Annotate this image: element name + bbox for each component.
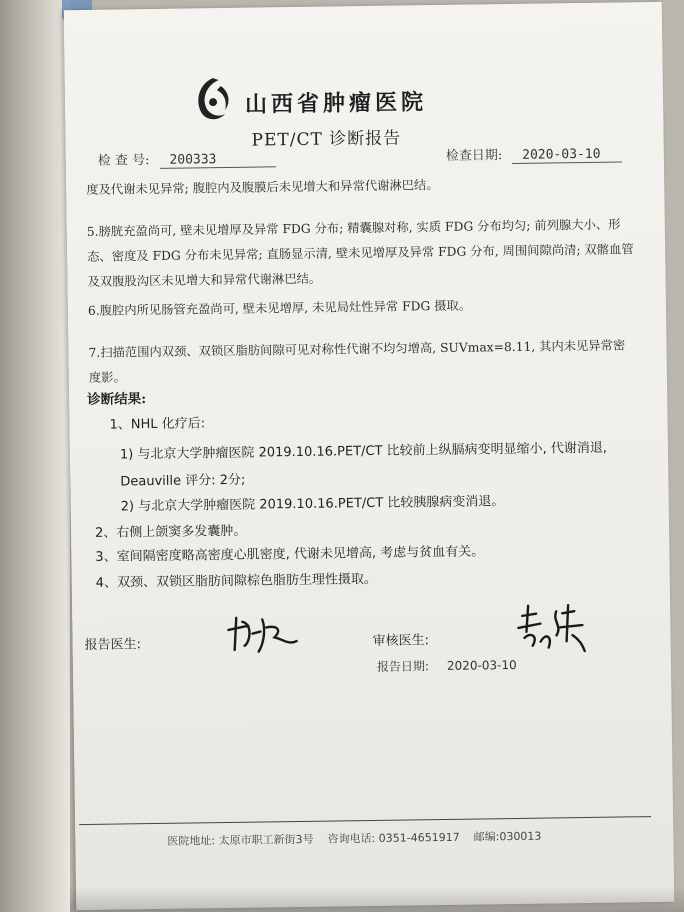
diagnosis-heading: 诊断结果: — [87, 391, 147, 408]
footer-postcode: 邮编:030013 — [473, 829, 542, 844]
report-date-label: 报告日期: — [376, 659, 430, 674]
report-date-row — [377, 656, 517, 675]
diagnosis-subitem: 2) 与北京大学肿瘤医院 2019.10.16.PET/CT 比较胰腺病变消退。 — [120, 494, 505, 515]
exam-date-label: 检查日期: — [445, 148, 503, 164]
report-sheet — [64, 2, 675, 910]
exam-number-value: 200333 — [159, 151, 275, 169]
finding-paragraph: 6.腹腔内所见肠管充盈尚可, 壁未见增厚, 未见局灶性异常 FDG 摄取。 — [87, 298, 472, 318]
diagnosis-item: 2、右侧上颌窦多发囊肿。 — [94, 523, 247, 541]
review-doctor-signature — [512, 601, 593, 658]
footer — [167, 828, 541, 849]
review-doctor-label: 审核医生: — [372, 633, 430, 649]
diagnosis-item: 3、室间隔密度略高密度心肌密度, 代谢未见增高, 考虑与贫血有关。 — [95, 544, 485, 565]
table-shadow — [70, 886, 684, 912]
footer-address: 医院地址: 太原市职工新街3号 — [167, 832, 314, 848]
exam-date-row — [446, 142, 623, 164]
footer-divider — [79, 816, 651, 825]
finding-paragraph: 7.扫描范围内双颈、双锁区脂肪间隙可见对称性代谢不均匀增高, SUVmax=8.11, 其内未见异常密度影。 — [88, 338, 626, 385]
report-doctor-signature — [222, 611, 303, 656]
report-doctor-label: 报告医生: — [84, 637, 142, 653]
exam-number-label: 检 查 号: — [97, 153, 150, 169]
finding-paragraph: 度及代谢未见异常; 腹腔内及腹膜后未见增大和异常代谢淋巴结。 — [86, 178, 439, 197]
exam-number-row — [98, 147, 276, 169]
footer-phone: 咨询电话: 0351-4651917 — [327, 830, 460, 846]
hospital-logo-icon — [191, 74, 236, 127]
diagnosis-item: 4、双颈、双锁区脂肪间隙棕色脂肪生理性摄取。 — [95, 571, 378, 591]
exam-date-value: 2020-03-10 — [512, 146, 622, 164]
report-title: PET/CT 诊断报告 — [251, 128, 402, 151]
diagnosis-item: 1、NHL 化疗后: — [109, 416, 206, 433]
report-date-value: 2020-03-10 — [446, 657, 517, 673]
folder-edge — [0, 0, 70, 912]
finding-paragraph: 5.膀胱充盈尚可, 壁未见增厚及异常 FDG 分布; 精囊腺对称, 实质 FDG 分布均匀; 前列腺大小、形态、密度及 FDG 分布未见异常; 直肠显示清, 壁未见增厚及异常 FDG 分布, 周围间隙尚清; 双髂血管及双腹股沟区未见增大和异常代谢淋巴结。 — [86, 217, 634, 289]
hospital-name: 山西省肿瘤医院 — [244, 89, 428, 118]
diagnosis-subitem: 1) 与北京大学肿瘤医院 2019.10.16.PET/CT 比较前上纵膈病变明显缩小, 代谢消退, Deauville 评分: 2分; — [119, 440, 608, 490]
